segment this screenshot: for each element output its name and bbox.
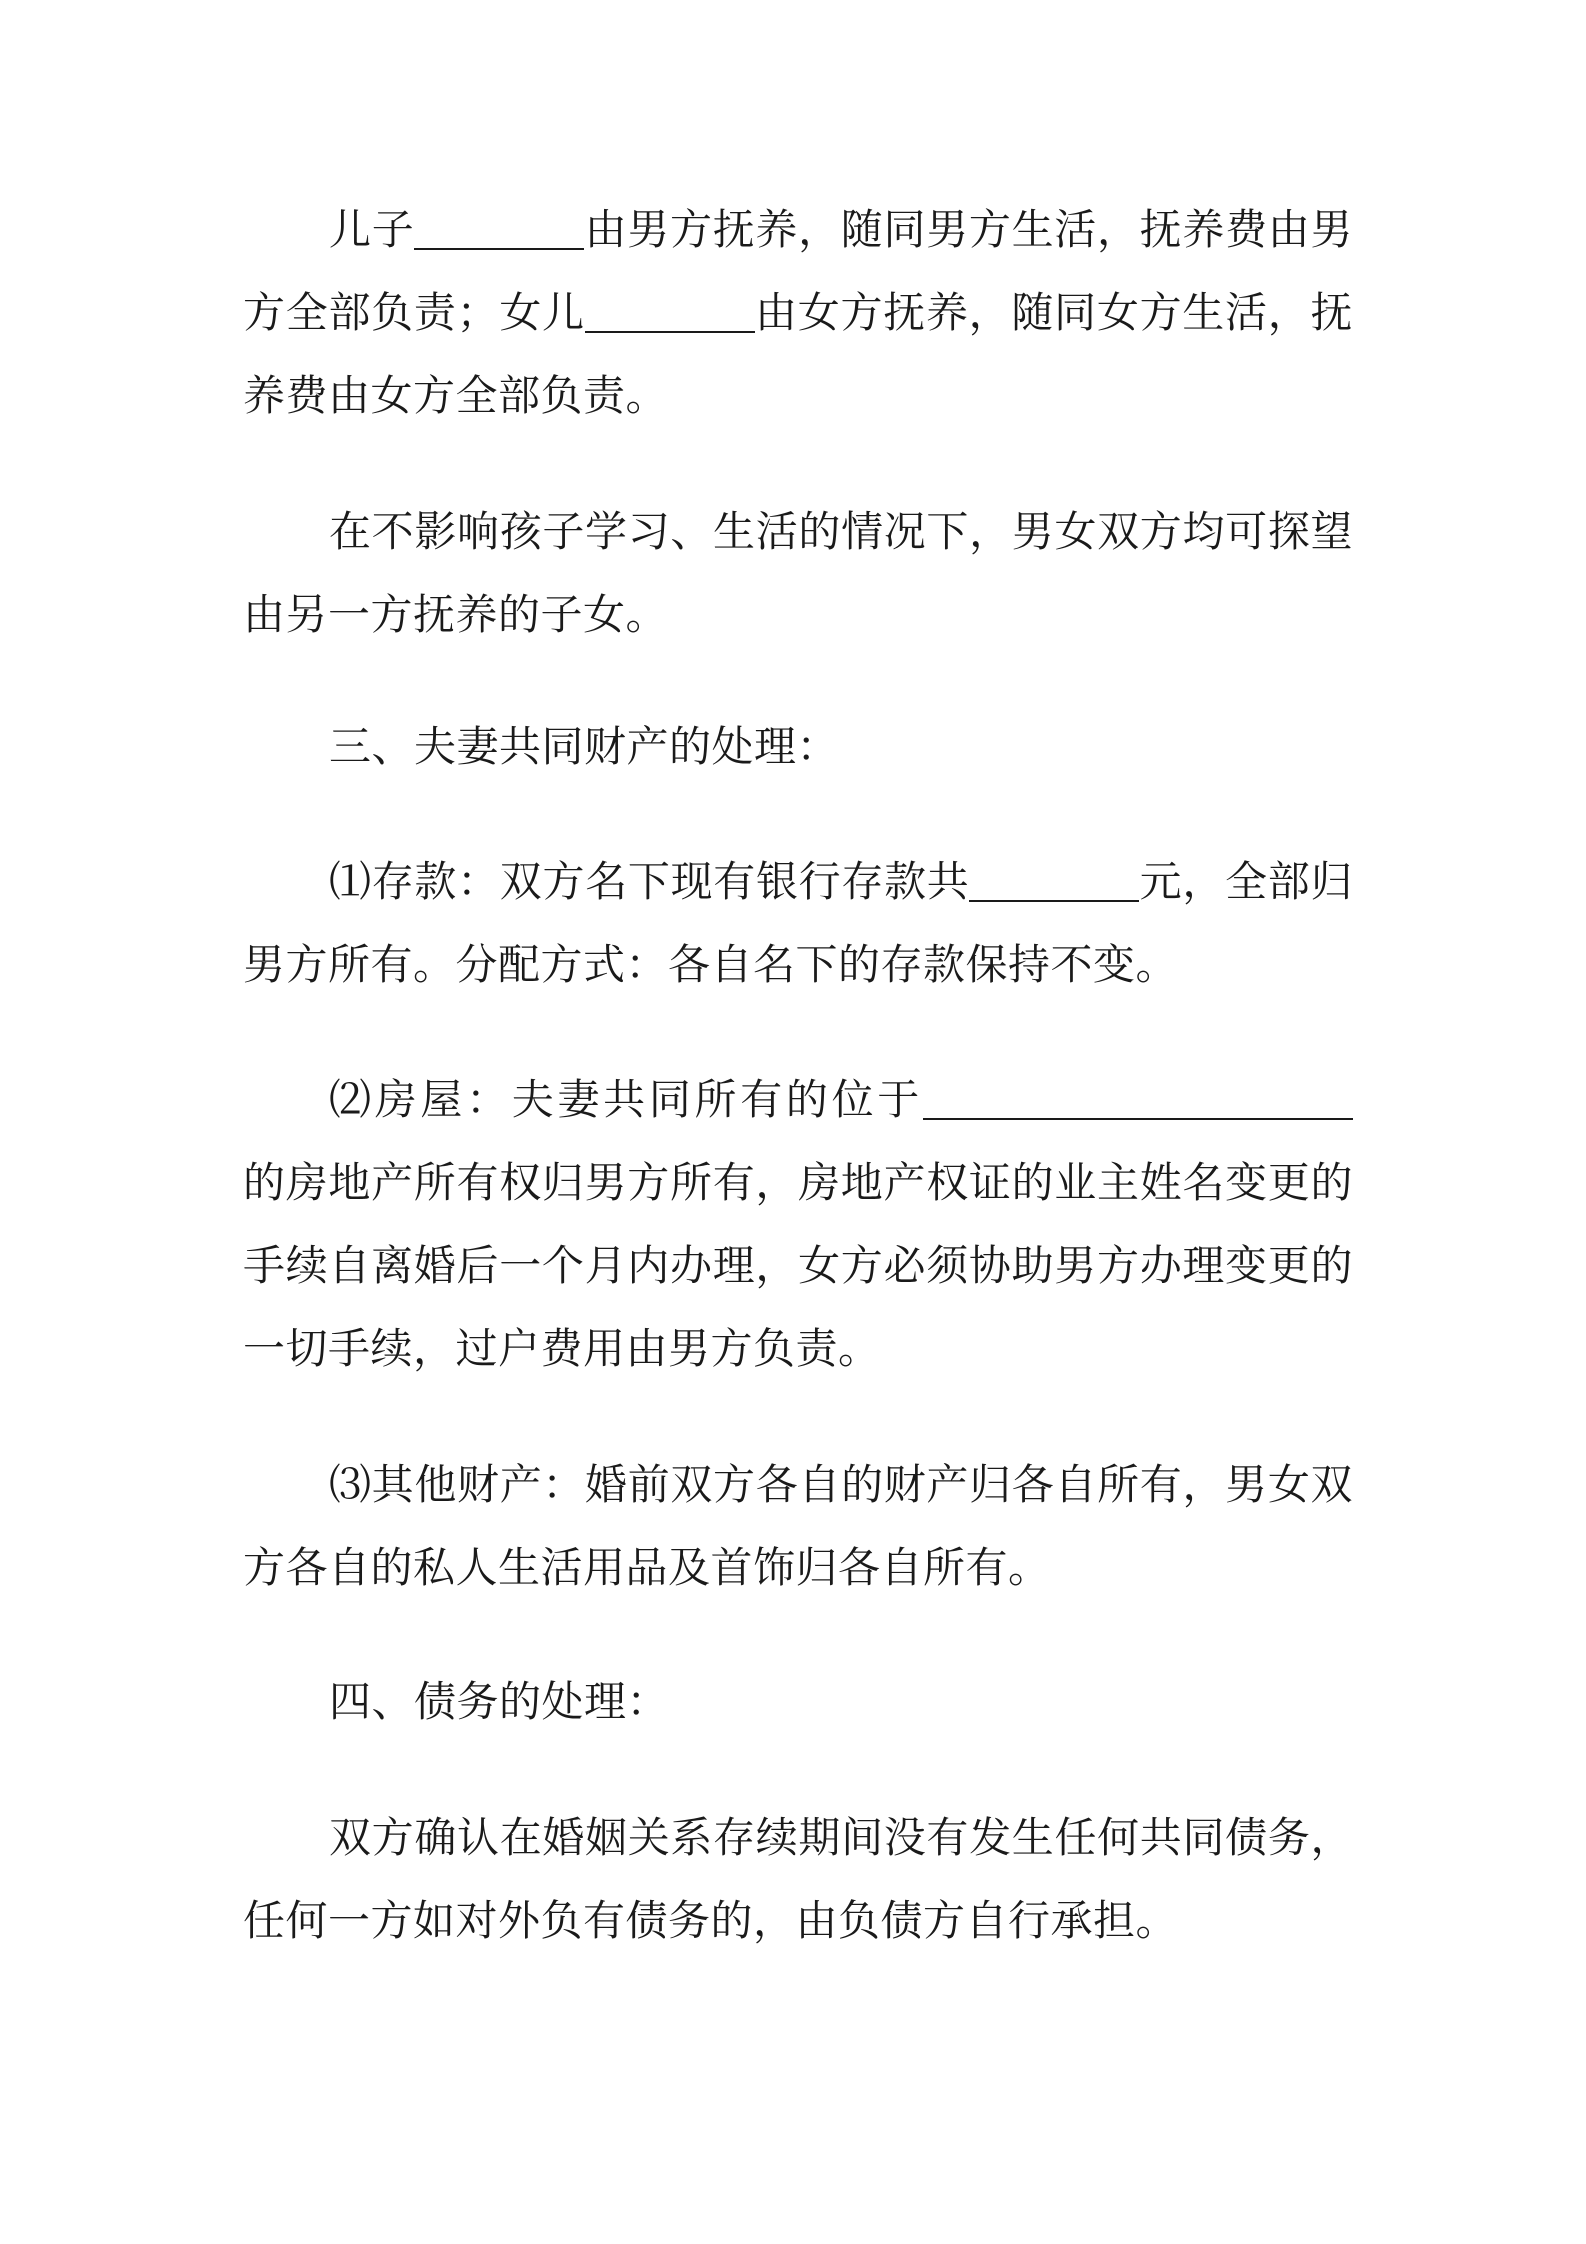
deposit-paragraph bbox=[243, 840, 1353, 1006]
section-4-heading: 四、债务的处理： bbox=[329, 1677, 670, 1726]
house-paragraph bbox=[243, 1058, 1353, 1390]
house-text: ⑵房屋：夫妻共同所有的位于 bbox=[329, 1075, 923, 1124]
daughter-name-blank[interactable] bbox=[585, 283, 755, 333]
custody-daughter-text: 由女方抚养，随同女方生活，抚养费由女方全部负责。 bbox=[243, 288, 1353, 420]
other-property-paragraph: ⑶其他财产：婚前双方各自的财产归各自所有，男女双方各自的私人生活用品及首饰归各自所有。 bbox=[243, 1460, 1353, 1592]
deposit-tail-text: 元，全部归男方所有。分配方式：各自名下的存款保持不变。 bbox=[243, 857, 1353, 989]
deposit-text: ⑴存款：双方名下现有银行存款共 bbox=[329, 857, 970, 906]
house-tail-text: 的房地产所有权归男方所有，房地产权证的业主姓名变更的手续自离婚后一个月内办理，女方必须协助男方办理变更的一切手续，过户费用由男方负责。 bbox=[243, 1158, 1353, 1373]
deposit-amount-blank[interactable] bbox=[969, 852, 1139, 902]
son-name-blank[interactable] bbox=[414, 200, 584, 250]
custody-paragraph bbox=[243, 188, 1353, 437]
house-address-blank[interactable] bbox=[923, 1070, 1353, 1120]
custody-son-text: 儿子 bbox=[329, 205, 415, 254]
section-3-heading: 三、夫妻共同财产的处理： bbox=[329, 722, 840, 771]
custody-middle-text: 由男方抚养，随同男方生活，抚养费由男方全部负责；女儿 bbox=[243, 205, 1353, 337]
debt-paragraph: 双方确认在婚姻关系存续期间没有发生任何共同债务，任何一方如对外负有债务的，由负债方自行承担。 bbox=[243, 1813, 1353, 1945]
visitation-paragraph: 在不影响孩子学习、生活的情况下，男女双方均可探望由另一方抚养的子女。 bbox=[243, 507, 1353, 639]
